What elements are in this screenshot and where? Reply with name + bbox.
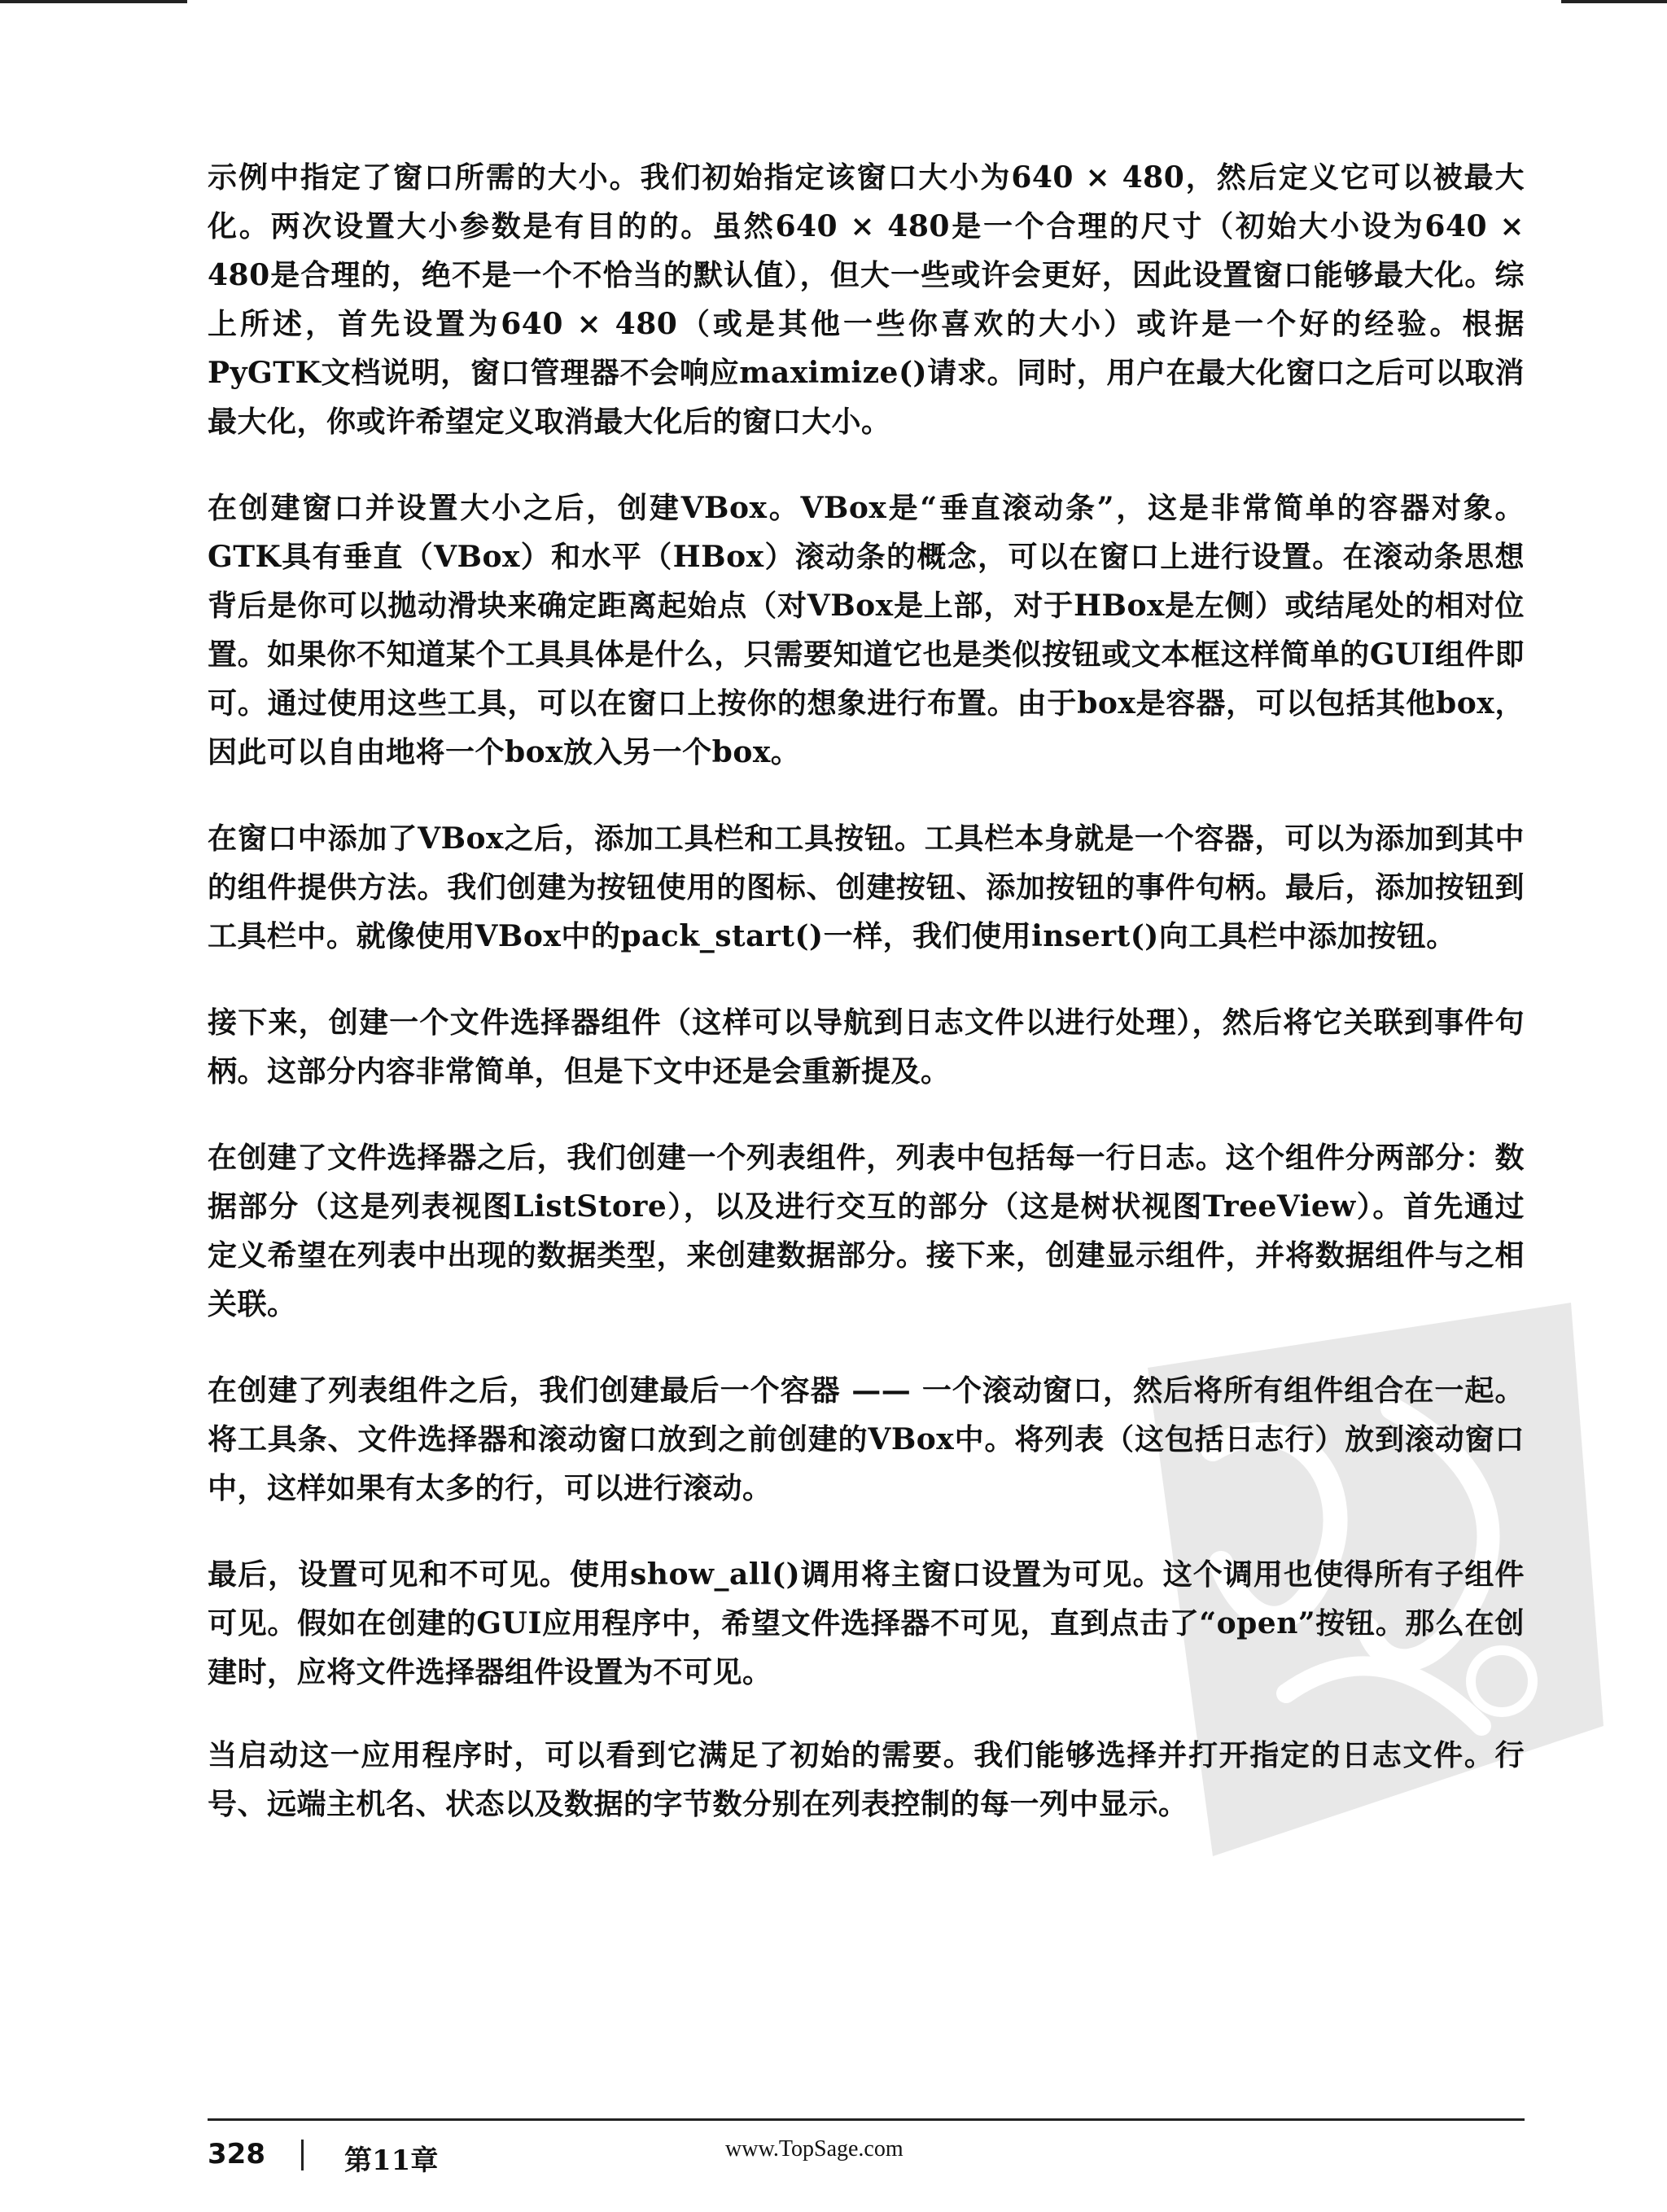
- paragraph-app-start: 当启动这一应用程序时，可以看到它满足了初始的需要。我们能够选择并打开指定的日志文件。行号、远端主机名、状态以及数据的字节数分别在列表控制的每一列中显示。: [208, 1738, 1525, 1821]
- paragraph-toolbar: 在窗口中添加了VBox之后，添加工具栏和工具按钮。工具栏本身就是一个容器，可以为添加到其中的组件提供方法。我们创建为按钮使用的图标、创建按钮、添加按钮的事件句柄。最后，添加按钮到工具栏中。就像使用VBox中的pack_start()一样，我们使用insert()向工具栏中添加按钮。: [208, 821, 1525, 953]
- paragraph-file-chooser: 接下来，创建一个文件选择器组件（这样可以导航到日志文件以进行处理），然后将它关联到事件句柄。这部分内容非常简单，但是下文中还是会重新提及。: [208, 1005, 1525, 1088]
- website-url: www.TopSage.com: [725, 2136, 904, 2162]
- footer-divider: [301, 2140, 304, 2170]
- footer-rule: [208, 2118, 1525, 2121]
- top-rule-right: [1561, 0, 1667, 3]
- chapter-label: 第11章: [344, 2144, 439, 2177]
- paragraph-vbox: 在创建窗口并设置大小之后，创建VBox。VBox是“垂直滚动条”，这是非常简单的容器对象。GTK具有垂直（VBox）和水平（HBox）滚动条的概念，可以在窗口上进行设置。在滚动条思想背后是你可以拋动滑块来确定距离起始点（对VBox是上部，对于HBox是左侧）或结尾处的相对位置。如果你不知道某个工具具体是什么，只需要知道它也是类似按钮或文本框这样简单的GUI组件即可。通过使用这些工具，可以在窗口上按你的想象进行布置。由于box是容器，可以包括其他box，因此可以自由地将一个box放入另一个box。: [208, 491, 1525, 769]
- paragraph-list-widget: 在创建了文件选择器之后，我们创建一个列表组件，列表中包括每一行日志。这个组件分两部分：数据部分（这是列表视图ListStore），以及进行交互的部分（这是树状视图TreeView）。首先通过定义希望在列表中出现的数据类型，来创建数据部分。接下来，创建显示组件，并将数据组件与之相关联。: [208, 1141, 1525, 1321]
- paragraph-visibility: 最后，设置可见和不可见。使用show_all()调用将主窗口设置为可见。这个调用也使得所有子组件可见。假如在创建的GUI应用程序中，希望文件选择器不可见，直到点击了“open”按钮。那么在创建时，应将文件选择器组件设置为不可见。: [208, 1557, 1525, 1689]
- page-body: [208, 153, 1525, 1866]
- page-footer: [208, 2138, 1525, 2187]
- page-number: 328: [208, 2138, 265, 2170]
- top-rule-left: [0, 0, 187, 3]
- paragraph-window-size: 示例中指定了窗口所需的大小。我们初始指定该窗口大小为640 × 480，然后定义它可以被最大化。两次设置大小参数是有目的的。虽然640 × 480是一个合理的尺寸（初始大小设为640 × 480是合理的，绝不是一个不恰当的默认值），但大一些或许会更好，因此设置窗口能够最大化。综上所述，首先设置为640 × 480（或是其他一些你喜欢的大小）或许是一个好的经验。根据PyGTK文档说明，窗口管理器不会响应maximize()请求。同时，用户在最大化窗口之后可以取消最大化，你或许希望定义取消最大化后的窗口大小。: [208, 160, 1525, 439]
- paragraph-scrolled-window: 在创建了列表组件之后，我们创建最后一个容器 —— 一个滚动窗口，然后将所有组件组合在一起。将工具条、文件选择器和滚动窗口放到之前创建的VBox中。将列表（这包括日志行）放到滚动窗口中，这样如果有太多的行，可以进行滚动。: [208, 1373, 1525, 1505]
